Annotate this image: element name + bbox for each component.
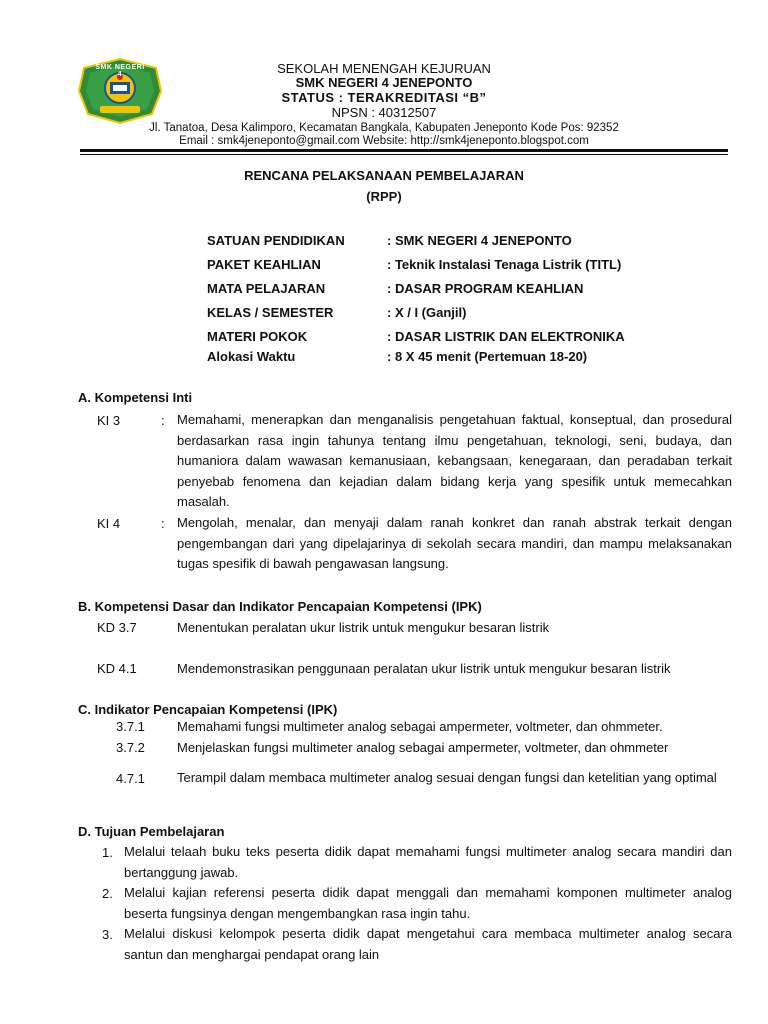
- ipk-text: Menjelaskan fungsi multimeter analog sebagai ampermeter, voltmeter, dan ohmmeter: [177, 740, 669, 755]
- letterhead-status: STATUS : TERAKREDITASI “B”: [281, 90, 487, 105]
- identity-value: : Teknik Instalasi Tenaga Listrik (TITL): [387, 257, 622, 272]
- identity-label: MATA PELAJARAN: [207, 281, 326, 296]
- document-subtitle: (RPP): [366, 189, 402, 204]
- ki-code: KI 3: [97, 413, 121, 428]
- section-c-heading: C. Indikator Pencapaian Kompetensi (IPK): [78, 702, 338, 717]
- identity-label: Alokasi Waktu: [207, 349, 296, 364]
- letterhead-divider-thick: [80, 149, 728, 152]
- kd-text: Menentukan peralatan ukur listrik untuk mengukur besaran listrik: [177, 620, 550, 635]
- objective-number: 3.: [102, 927, 113, 942]
- ipk-code: 3.7.2: [116, 740, 145, 755]
- objective-number: 2.: [102, 886, 113, 901]
- identity-row: [207, 257, 747, 273]
- objective-text: Melalui kajian referensi peserta didik dapat menggali dan memahami komponen multimeter analog beserta fungsinya dengan mengembangkan rasa ingin tahu.: [124, 885, 732, 921]
- kd-text: Mendemonstrasikan penggunaan peralatan ukur listrik untuk mengukur besaran listrik: [177, 661, 671, 676]
- kd-code: KD 4.1: [97, 661, 137, 676]
- letterhead-school-name: SMK NEGERI 4 JENEPONTO: [295, 75, 473, 90]
- letterhead-school-type: SEKOLAH MENENGAH KEJURUAN: [277, 61, 491, 76]
- ki-colon: :: [161, 516, 165, 531]
- identity-row: [207, 329, 747, 345]
- section-d-heading: D. Tujuan Pembelajaran: [78, 824, 225, 839]
- objective-text: Melalui diskusi kelompok peserta didik dapat mengetahui cara membaca multimeter analog secara santun dan menghargai pendapat orang lain: [124, 926, 732, 962]
- ki-code: KI 4: [97, 516, 121, 531]
- letterhead-address: Jl. Tanatoa, Desa Kalimporo, Kecamatan Bangkala, Kabupaten Jeneponto Kode Pos: 92352: [149, 122, 619, 134]
- identity-label: MATERI POKOK: [207, 329, 308, 344]
- identity-row: [207, 233, 747, 249]
- document-title: RENCANA PELAKSANAAN PEMBELAJARAN: [244, 168, 524, 183]
- ipk-text: Terampil dalam membaca multimeter analog sesuai dengan fungsi dan ketelitian yang optimal: [177, 770, 717, 785]
- identity-value: : DASAR LISTRIK DAN ELEKTRONIKA: [387, 329, 625, 344]
- letterhead-divider-thin: [80, 154, 728, 155]
- ki-text: Mengolah, menalar, dan menyaji dalam ranah konkret dan ranah abstrak terkait dengan pengembangan dari yang dipelajarinya di sekolah secara mandiri, dan mampu melaksanakan tugas spesifik di bawah pengawasan langsung.: [177, 515, 732, 571]
- kd-code: KD 3.7: [97, 620, 137, 635]
- letterhead-npsn: NPSN : 40312507: [331, 105, 437, 120]
- identity-row: [207, 349, 747, 365]
- letterhead-contact: Email : smk4jeneponto@gmail.com Website: http://smk4jeneponto.blogspot.com: [179, 135, 589, 147]
- identity-value: : X / I (Ganjil): [387, 305, 467, 320]
- ki-colon: :: [161, 413, 165, 428]
- identity-label: KELAS / SEMESTER: [207, 305, 334, 320]
- identity-value: : SMK NEGERI 4 JENEPONTO: [387, 233, 572, 248]
- identity-row: [207, 281, 747, 297]
- ki-text: Memahami, menerapkan dan menganalisis pengetahuan faktual, konseptual, dan prosedural berdasarkan rasa ingin tahunya tentang ilmu pengetahuan, teknologi, seni, budaya, dan humaniora dalam wawasan kemanusiaan, kebangsaan, kenegaraan, dan peradaban terkait penyebab fenomena dan kejadian dalam bidang kerja yang spesifik untuk memecahkan masalah.: [177, 412, 732, 509]
- section-a-heading: A. Kompetensi Inti: [78, 390, 193, 405]
- section-b-heading: B. Kompetensi Dasar dan Indikator Pencapaian Kompetensi (IPK): [78, 599, 482, 614]
- objective-text: Melalui telaah buku teks peserta didik dapat memahami fungsi multimeter analog secara mandiri dan bertanggung jawab.: [124, 844, 732, 880]
- identity-value: : 8 X 45 menit (Pertemuan 18-20): [387, 349, 588, 364]
- identity-value: : DASAR PROGRAM KEAHLIAN: [387, 281, 584, 296]
- ipk-text: Memahami fungsi multimeter analog sebagai ampermeter, voltmeter, dan ohmmeter.: [177, 719, 663, 734]
- identity-row: [207, 305, 747, 321]
- objective-number: 1.: [102, 845, 113, 860]
- identity-label: SATUAN PENDIDIKAN: [207, 233, 345, 248]
- ipk-code: 3.7.1: [116, 719, 145, 734]
- logo-text: SMK NEGERI 4: [95, 64, 145, 78]
- identity-label: PAKET KEAHLIAN: [207, 257, 321, 272]
- ipk-code: 4.7.1: [116, 771, 145, 786]
